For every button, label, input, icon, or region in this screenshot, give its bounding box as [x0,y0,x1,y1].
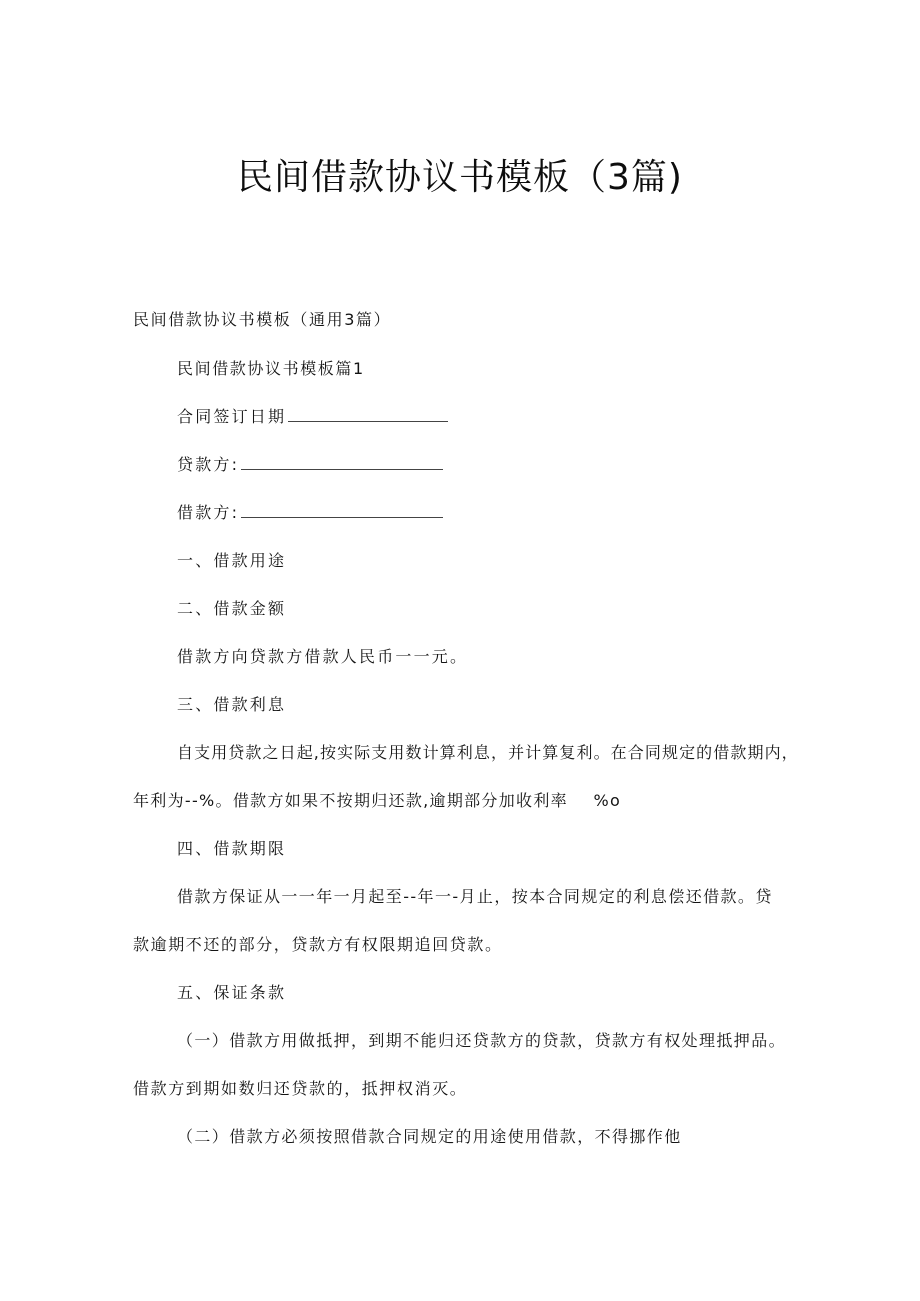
clause-5-item1-line1: （一）借款方用做抵押，到期不能归还贷款方的贷款，贷款方有权处理抵押品。 [177,1031,787,1050]
clause-4-body-line2: 款逾期不还的部分，贷款方有权限期追回贷款。 [133,935,503,954]
clause-2-heading: 二、借款金额 [177,599,287,618]
document-title: 民间借款协议书模板（3篇) [237,157,683,198]
clause-3-body-line2: 年利为--%。借款方如果不按期归还款,逾期部分加收利率 %o [133,791,622,810]
clause-3-heading: 三、借款利息 [177,695,287,714]
section-heading: 民间借款协议书模板篇1 [177,359,365,378]
clause-1-heading: 一、借款用途 [177,551,287,570]
lender-blank [241,453,443,470]
borrower-label: 借款方: [177,503,240,522]
clause-5-item1-line2: 借款方到期如数归还贷款的，抵押权消灭。 [133,1079,468,1098]
borrower-blank [241,501,443,518]
clause-2-body: 借款方向贷款方借款人民币一一元。 [177,647,469,666]
clause-4-heading: 四、借款期限 [177,839,287,858]
borrower-field [177,501,443,525]
clause-4-body-line1: 借款方保证从一一年一月起至--年一-月止，按本合同规定的利息偿还借款。贷 [177,887,773,906]
contract-date-field [177,405,448,429]
contract-date-label: 合同签订日期 [177,407,287,426]
clause-3-body-line1: 自支用贷款之日起,按实际支用数计算利息，并计算复利。在合同规定的借款期内， [177,743,799,762]
clause-5-item2-line1: （二）借款方必须按照借款合同规定的用途使用借款，不得挪作他 [177,1127,682,1146]
lender-field [177,453,443,477]
lender-label: 贷款方: [177,455,240,474]
clause-5-heading: 五、保证条款 [177,983,287,1002]
contract-date-blank [288,405,448,422]
document-subtitle: 民间借款协议书模板（通用3篇） [133,310,392,329]
